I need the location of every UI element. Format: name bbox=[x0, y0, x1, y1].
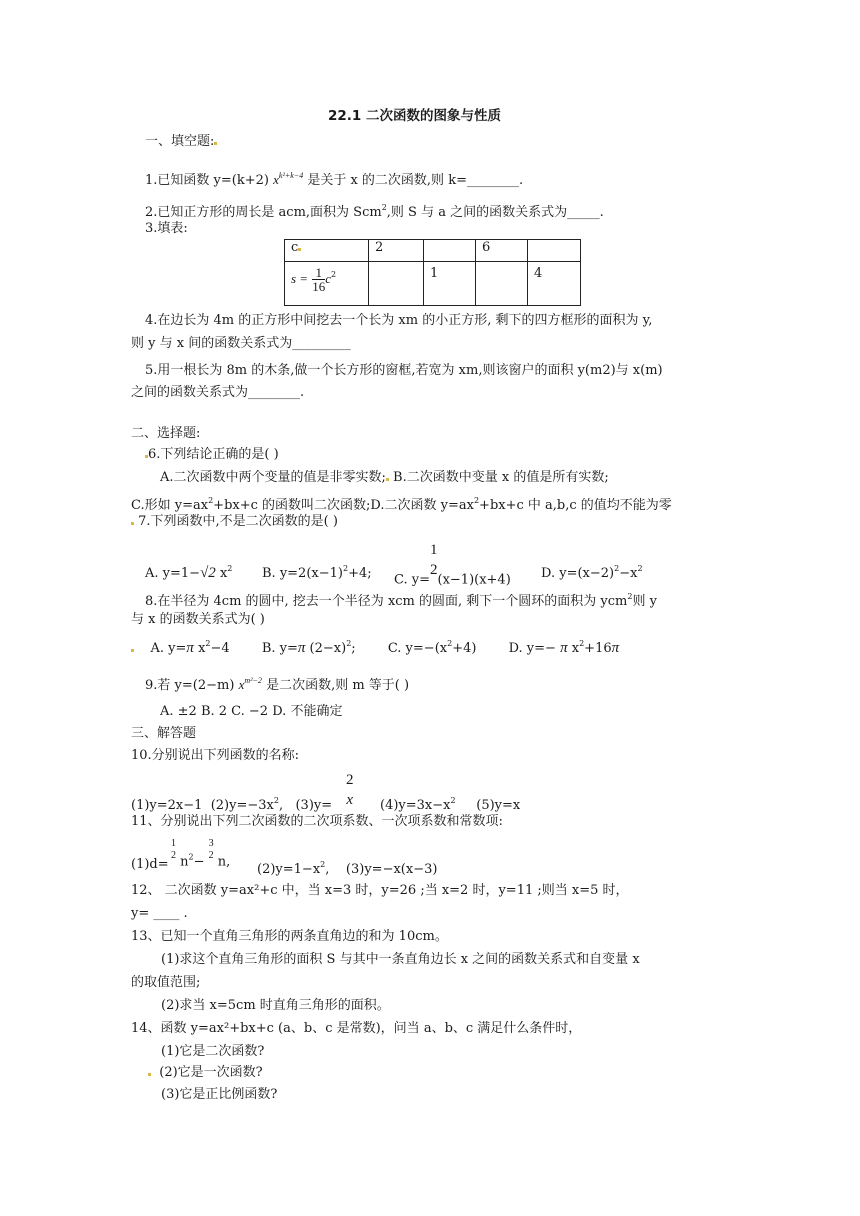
question-5-line-1: 5.用一根长为 8m 的木条,做一个长方形的窗框,若宽为 xm,则该窗户的面积 y(m2)与 x(m) bbox=[145, 363, 663, 378]
question-14-part-2: (2)它是一次函数? bbox=[148, 1065, 263, 1081]
question-4-line-1: 4.在边长为 4m 的正方形中间挖去一个长为 xm 的小正方形, 剩下的四方框形的面积为 y, bbox=[145, 313, 653, 328]
question-6: 6.下列结论正确的是( ) bbox=[145, 447, 279, 463]
question-11-items-2: $(2)y=1-x^2$, (3)y=−x(x−3) bbox=[257, 860, 438, 877]
table-cell bbox=[528, 240, 581, 262]
question-3: 3.填表: bbox=[145, 221, 188, 236]
question-8-line-2: 与 x 的函数关系式为( ) bbox=[131, 612, 265, 627]
table-cell: 6 bbox=[476, 240, 528, 262]
question-14-part-3: (3)它是正比例函数? bbox=[161, 1087, 278, 1102]
question-6-options-ab: A.二次函数中两个变量的值是非零实数; B.二次函数中变量 x 的值是所有实数; bbox=[160, 470, 609, 485]
section-choice-heading: 二、选择题: bbox=[131, 426, 201, 441]
table-cell: 2 bbox=[369, 240, 424, 262]
table-cell bbox=[369, 262, 424, 306]
table-cell bbox=[476, 262, 528, 306]
table-cell: 1 bbox=[424, 262, 476, 306]
section-fill-heading: 一、填空题: bbox=[145, 134, 217, 150]
question-13: 13、已知一个直角三角形的两条直角边的和为 10cm。 bbox=[131, 929, 448, 944]
section-answer-heading: 三、解答题 bbox=[131, 726, 197, 741]
question-7-option-c: C. y= 1 2 (x−1)(x+4) bbox=[394, 542, 511, 588]
question-5-line-2: 之间的函数关系式为________. bbox=[131, 385, 305, 400]
table-cell bbox=[424, 240, 476, 262]
question-13-part-2: (2)求当 x=5cm 时直角三角形的面积。 bbox=[161, 998, 390, 1013]
question-7: 7.下列函数中,不是二次函数的是( ) bbox=[131, 514, 338, 530]
question-10-items: (1)y=2x−1 $(2)y=-3x^2$, (3)y= bbox=[131, 796, 333, 813]
question-1: 1.已知函数 y=(k+2) $x^{k^2+k-4}$ 是关于 x 的二次函数,则 k=________. bbox=[145, 171, 524, 188]
question-6-options-cd: C.形如 $y=ax^2+bx+c$ 的函数叫二次函数;D.二次函数 $y=ax^2+bx+c$ 中 a,b,c 的值均不能为零 bbox=[131, 496, 672, 513]
page-title: 22.1 二次函数的图象与性质 bbox=[328, 108, 502, 124]
question-14-part-1: (1)它是二次函数? bbox=[161, 1044, 265, 1059]
question-7-option-d: D. $y=(x-2)^2-x^2$ bbox=[541, 564, 643, 581]
edit-mark bbox=[214, 142, 217, 145]
question-9-options: A. ±2 B. 2 C. −2 D. 不能确定 bbox=[160, 704, 343, 719]
question-13-part-1: (1)求这个直角三角形的面积 S 与其中一条直角边长 x 之间的函数关系式和自变量 x bbox=[161, 952, 640, 967]
question-7-option-a: A. y=1−√2 $x^2$ bbox=[145, 564, 233, 581]
question-8-options: A. y=π $x^2-4$ B. y=π $(2-x)^2$; C. $y=-(x^2+4)$ D. y=− π $x^2+16\pi$ bbox=[131, 636, 619, 657]
question-8-line-1: 8.在半径为 4cm 的圆中, 挖去一个半径为 xcm 的圆面, 剩下一个圆环的面积为 ycm$^2$则 y bbox=[145, 592, 657, 609]
table-cell: 4 bbox=[528, 262, 581, 306]
question-2: 2.已知正方形的周长是 acm,面积为 Scm$^2$,则 S 与 a 之间的函数关系式为_____. bbox=[145, 203, 604, 220]
question-14: 14、函数 y=ax²+bx+c (a、b、c 是常数)，问当 a、b、c 满足什么条件时， bbox=[131, 1021, 582, 1036]
question-12-line-2: y= ____ . bbox=[131, 906, 188, 921]
table-cell: c bbox=[285, 240, 369, 262]
question-10-items-2: $(4)y=3x-x^2$ (5)y=x bbox=[380, 796, 521, 813]
fill-table bbox=[284, 239, 581, 306]
question-7-option-b: B. $y=2(x-1)^2+4$; bbox=[262, 564, 372, 581]
question-10-fraction: 2 x bbox=[346, 772, 354, 808]
question-11: 11、分别说出下列二次函数的二次项系数、一次项系数和常数项: bbox=[131, 814, 503, 829]
question-11-expression: 1 2 $n_2-$ 3 2 n, bbox=[171, 838, 231, 870]
question-11-items: (1)d= bbox=[131, 857, 169, 872]
question-12-line-1: 12、 二次函数 y=ax²+c 中，当 x=3 时，y=26 ;当 x=2 时，y=11 ;则当 x=5 时， bbox=[131, 883, 629, 898]
question-10: 10.分别说出下列函数的名称: bbox=[131, 748, 300, 763]
formula-cell: s = $\frac{1}{16}$ $c^2$ bbox=[285, 262, 369, 306]
question-13-part-1-cont: 的取值范围; bbox=[131, 975, 201, 990]
question-9: 9.若 y=(2−m) $x^{m^2-2}$ 是二次函数,则 m 等于( ) bbox=[145, 676, 410, 693]
question-4-line-2: 则 y 与 x 间的函数关系式为_________ bbox=[131, 336, 351, 351]
